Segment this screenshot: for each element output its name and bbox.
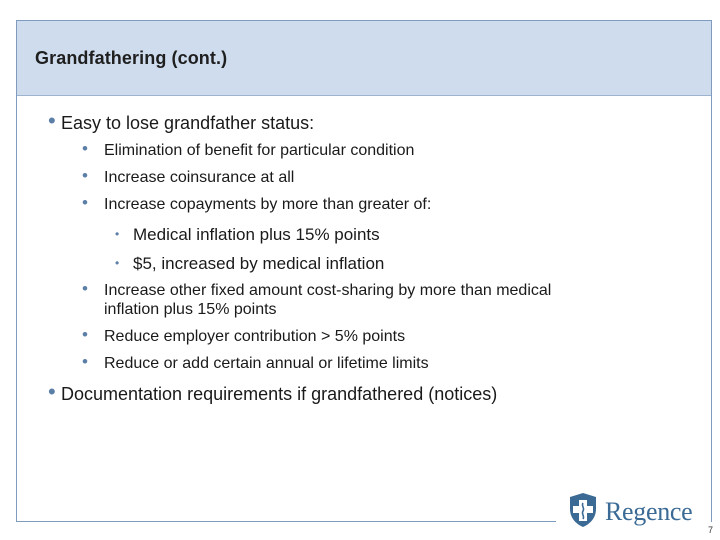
bullet-item <box>82 166 295 187</box>
bullet-icon: • <box>48 108 56 133</box>
bullet-item <box>82 139 415 160</box>
bullet-continuation <box>104 301 277 319</box>
bullet-text: Increase copayments by more than greater of: <box>104 196 432 213</box>
cross-shield-icon <box>568 492 598 533</box>
slide-title: Grandfathering (cont.) <box>35 48 228 68</box>
bullet-text: inflation plus 15% points <box>104 301 277 318</box>
bullet-text: Easy to lose grandfather status: <box>61 113 315 133</box>
bullet-icon: • <box>82 325 88 344</box>
bullet-text: Medical inflation plus 15% points <box>133 225 380 244</box>
bullet-text: Increase coinsurance at all <box>104 169 295 186</box>
bullet-icon: • <box>115 256 120 270</box>
bullet-item <box>82 325 406 346</box>
sub-bullet-item <box>115 254 385 274</box>
sub-bullet-item <box>115 225 380 245</box>
logo-wordmark: Regence <box>605 497 693 526</box>
bullet-text: $5, increased by medical inflation <box>133 254 385 273</box>
bullet-icon: • <box>82 193 88 212</box>
bullet-text: Increase other fixed amount cost-sharing by more than medical <box>104 282 552 299</box>
bullet-icon: • <box>82 139 88 158</box>
bullet-text: Reduce or add certain annual or lifetime limits <box>104 355 429 372</box>
regence-logo <box>568 490 692 534</box>
bullet-item <box>82 352 429 373</box>
bullet-icon: • <box>82 352 88 371</box>
bullet-icon: • <box>82 166 88 185</box>
bullet-item <box>82 279 552 300</box>
bullet-item <box>82 193 432 214</box>
bullet-icon: • <box>48 379 56 404</box>
bullet-text: Elimination of benefit for particular condition <box>104 142 415 159</box>
slide-frame-bottom <box>16 521 556 522</box>
bullet-text: Reduce employer contribution > 5% points <box>104 328 406 345</box>
bullet-item <box>48 379 498 405</box>
bullet-text: Documentation requirements if grandfathered (notices) <box>61 384 498 404</box>
bullet-item <box>48 108 315 134</box>
page-number: 7 <box>707 525 713 535</box>
bullet-icon: • <box>82 279 88 298</box>
bullet-icon: • <box>115 227 120 241</box>
